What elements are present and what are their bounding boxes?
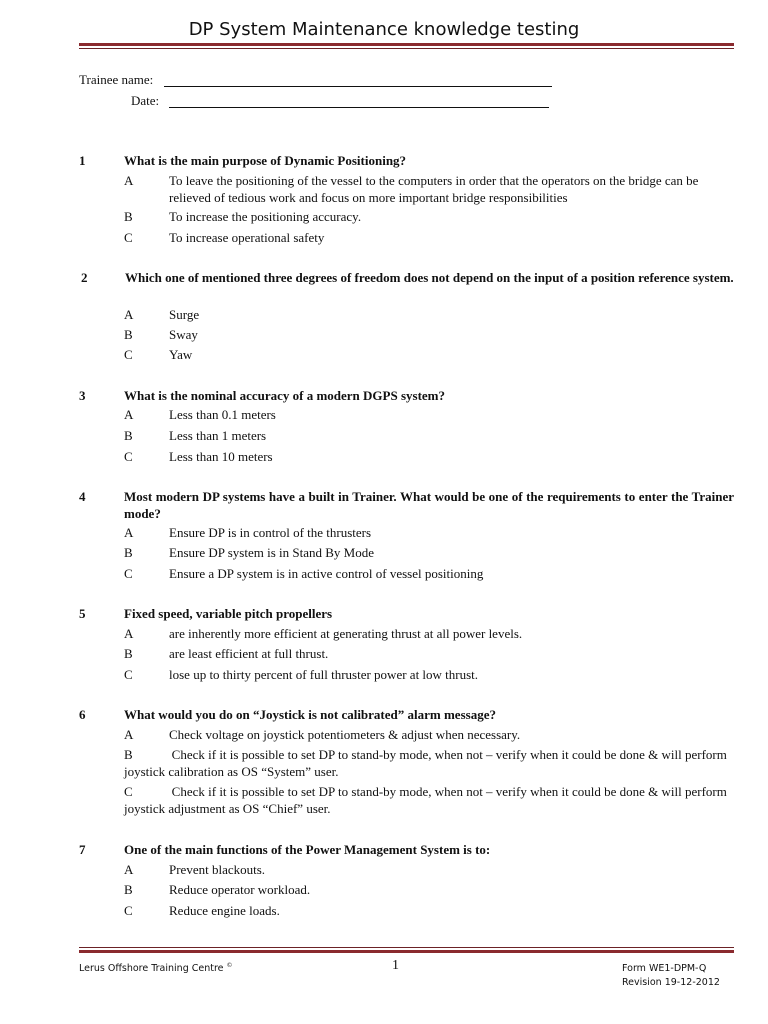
- copyright-mark: ©: [226, 962, 233, 969]
- option-text: are least efficient at full thrust.: [169, 646, 329, 661]
- page-number: 1: [392, 958, 399, 973]
- option-text: Reduce engine loads.: [169, 903, 280, 918]
- option-letter: C: [124, 230, 133, 245]
- option-text: Less than 1 meters: [169, 428, 267, 443]
- option-text: To increase operational safety: [169, 230, 325, 245]
- header-rule-thin: [79, 48, 734, 49]
- footer-rule-thick: [79, 950, 734, 953]
- option-text: Yaw: [169, 347, 193, 362]
- question-text: One of the main functions of the Power Management System is to:: [124, 842, 491, 857]
- option-letter: A: [124, 407, 134, 422]
- option-letter: C: [124, 667, 133, 682]
- question-number: 6: [79, 707, 86, 722]
- question-7: [79, 842, 734, 922]
- trainee-name-field: [79, 72, 153, 88]
- option-text: Reduce operator workload.: [169, 882, 311, 897]
- question-3: [79, 388, 734, 468]
- question-text: Most modern DP systems have a built in Trainer. What would be one of the requirements to enter the Trainer mode?: [124, 489, 734, 521]
- option-text: To increase the positioning accuracy.: [169, 209, 362, 224]
- question-number: 1: [79, 153, 86, 168]
- option-letter: B: [124, 545, 133, 560]
- question-5: [79, 606, 734, 686]
- date-label: Date:: [131, 93, 160, 108]
- option-text: Ensure DP system is in Stand By Mode: [169, 545, 374, 560]
- option-text: C Check if it is possible to set DP to stand-by mode, when not – verify when it could be done & will perform joystick adjustment as OS “Chief” user.: [124, 784, 727, 816]
- option-text: Sway: [169, 327, 198, 342]
- option-letter: B: [124, 327, 133, 342]
- question-number: 3: [79, 388, 86, 403]
- footer-organization: [79, 962, 233, 974]
- question-text: What is the main purpose of Dynamic Positioning?: [124, 153, 407, 168]
- option-text: Less than 10 meters: [169, 449, 273, 464]
- option-text: To leave the positioning of the vessel to the computers in order that the operators on the bridge can be relieved of tedious work and focus on more important bridge responsibilities: [169, 173, 699, 205]
- option-letter: C: [124, 347, 133, 362]
- option-text: Less than 0.1 meters: [169, 407, 276, 422]
- form-code: Form WE1-DPM-Q: [622, 963, 707, 974]
- option-letter: A: [124, 626, 134, 641]
- footer-rule-thin: [79, 947, 734, 948]
- header-rule-thick: [79, 43, 734, 46]
- option-letter: C: [124, 566, 133, 581]
- option-letter: B: [124, 646, 133, 661]
- option-text: are inherently more efficient at generating thrust at all power levels.: [169, 626, 523, 641]
- organization-name: Lerus Offshore Training Centre: [79, 963, 224, 975]
- question-number: 2: [81, 270, 88, 285]
- option-letter: C: [124, 449, 133, 464]
- question-4: [79, 489, 734, 584]
- option-text: Ensure DP is in control of the thrusters: [169, 525, 372, 540]
- option-text: Prevent blackouts.: [169, 862, 266, 877]
- option-text: Ensure a DP system is in active control of vessel positioning: [169, 566, 484, 581]
- option-text: Surge: [169, 307, 200, 322]
- trainee-name-input[interactable]: [164, 86, 552, 87]
- footer-form-info: [622, 962, 720, 990]
- question-number: 5: [79, 606, 86, 621]
- question-6: [79, 707, 734, 822]
- option-letter: A: [124, 173, 134, 188]
- question-1: [79, 153, 734, 248]
- option-letter: B: [124, 428, 133, 443]
- option-letter: A: [124, 862, 134, 877]
- option-letter: A: [124, 307, 134, 322]
- question-number: 4: [79, 489, 86, 504]
- question-2: [79, 270, 734, 365]
- document-title: DP System Maintenance knowledge testing: [188, 19, 580, 40]
- option-text: B Check if it is possible to set DP to stand-by mode, when not – verify when it could be done & will perform joystick calibration as OS “System” user.: [124, 747, 727, 779]
- date-input[interactable]: [169, 107, 549, 108]
- option-letter: B: [124, 209, 133, 224]
- option-text: lose up to thirty percent of full thruster power at low thrust.: [169, 667, 479, 682]
- option-letter: A: [124, 525, 134, 540]
- question-number: 7: [79, 842, 86, 857]
- option-letter: A: [124, 727, 134, 742]
- trainee-name-label: Trainee name:: [79, 72, 154, 87]
- option-text: Check voltage on joystick potentiometers & adjust when necessary.: [169, 727, 521, 742]
- question-text: Which one of mentioned three degrees of freedom does not depend on the input of a position reference system.: [125, 270, 734, 285]
- question-text: Fixed speed, variable pitch propellers: [124, 606, 333, 621]
- question-text: What is the nominal accuracy of a modern DGPS system?: [124, 388, 446, 403]
- option-letter: B: [124, 882, 133, 897]
- option-letter: C: [124, 903, 133, 918]
- revision-date: Revision 19-12-2012: [622, 977, 720, 988]
- question-text: What would you do on “Joystick is not calibrated” alarm message?: [124, 707, 496, 722]
- date-field: [131, 93, 159, 109]
